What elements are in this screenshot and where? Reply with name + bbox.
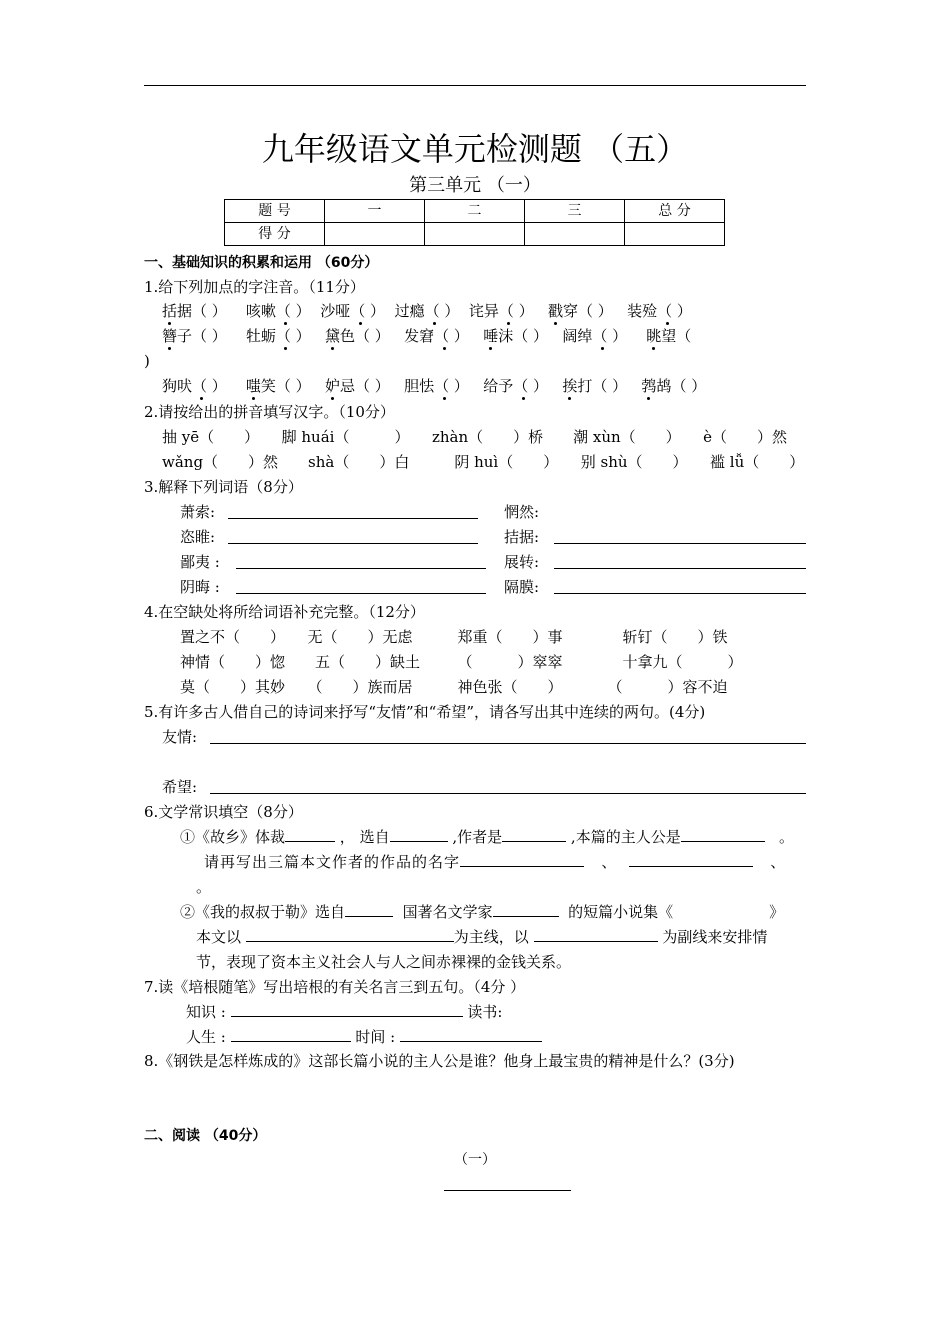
q3-answer-line[interactable] (236, 593, 486, 594)
q6-text: 国著名文学家 (402, 903, 493, 921)
q7-label: 知识 : (186, 1003, 226, 1021)
dotted-char: 绰（ ） (577, 327, 628, 345)
q6-text: ②《我的叔叔于勒》选自 (180, 903, 346, 921)
q7-label: 人生 : (186, 1028, 226, 1046)
q1-item-rest: 子（ ） (177, 327, 227, 345)
q6-text: 为主线，以 (453, 928, 529, 946)
q4-stem: 4.在空缺处将所给词语补充完整。（12分） (144, 603, 425, 621)
q3-term-left: 鄙夷 : (180, 553, 220, 571)
score-table-header-row (225, 200, 725, 223)
q1-item-rest: 发 (404, 327, 420, 345)
q2-line1: 抽 yē（ ） 脚 huái（ ） zhàn（ ）桥 潮 xùn（ ） è（ ）然 (162, 428, 788, 446)
q5-answer-line[interactable] (210, 743, 806, 744)
q1-row2-tail: ) (144, 352, 150, 370)
q1-stem: 1.给下列加点的字注音。（11分） (144, 278, 365, 296)
dotted-char: 窘（ ） (419, 327, 469, 345)
q6-text: 本文以 (196, 928, 242, 946)
q1-item-rest: 打（ ） (577, 377, 628, 395)
q1-item-rest: 咳 (245, 302, 261, 320)
q6-blank[interactable] (460, 852, 584, 867)
section2-heading: 二、阅读 （40分） (144, 1128, 267, 1144)
q6-text: 请再写出三篇本文作者的作品的名字 (204, 853, 461, 871)
q1-item-rest: 穿（ ） (563, 302, 613, 320)
q5-answer-line[interactable] (210, 793, 806, 794)
score-table-header-cell: 二 (425, 200, 525, 223)
q6-line4 (180, 902, 784, 922)
q1-item-rest: 笑（ ） (260, 377, 311, 395)
dotted-char: 戳 (548, 302, 564, 320)
score-table-row-label: 得 分 (225, 223, 325, 246)
q4-line1: 置之不（ ） 无（ ）无虑 郑重（ ）事 斩钉（ ）铁 (180, 628, 728, 646)
q6-blank[interactable] (246, 927, 454, 942)
dotted-char: 鹁 (641, 377, 657, 395)
q6-blank[interactable] (629, 852, 753, 867)
q6-line3: 。 (196, 878, 212, 896)
score-table-header-cell: 一 (325, 200, 425, 223)
q6-text: ， 选自 (339, 828, 390, 846)
q3-answer-line[interactable] (236, 568, 486, 569)
q6-text: 、 (770, 853, 787, 871)
q1-item-rest: 忌（ ） (340, 377, 390, 395)
q3-term-right: 惘然: (504, 503, 540, 521)
dotted-char: 嗽（ ） (260, 302, 311, 320)
q1-row1 (162, 301, 692, 321)
q2-stem: 2.请按给出的拼音填写汉字。（10分） (144, 403, 395, 421)
q1-item-rest: 鸪（ ） (656, 377, 707, 395)
score-table-header-cell: 题 号 (225, 200, 325, 223)
score-table-header-cell: 三 (525, 200, 625, 223)
q3-answer-line[interactable] (228, 543, 478, 544)
q6-text: 》 (769, 903, 785, 921)
q7-line2 (186, 1027, 542, 1047)
q3-answer-line[interactable] (554, 593, 806, 594)
q7-line1 (186, 1002, 502, 1022)
dotted-char: 嗤 (245, 377, 261, 395)
q6-text: ①《故乡》体裁 (180, 828, 286, 846)
q6-blank[interactable] (502, 827, 566, 842)
q1-item-rest: 诧 (468, 302, 484, 320)
q6-text: ,本篇的主人公是 (570, 828, 681, 846)
dotted-char: 唾 (483, 327, 499, 345)
q8-stem: 8.《钢铁是怎样炼成的》这部长篇小说的主人公是谁？他身上最宝贵的精神是什么？(3分) (144, 1052, 735, 1070)
q4-line3: 莫（ ）其妙 （ ）族而居 神色张（ ） （ ）容不迫 (180, 678, 728, 696)
dotted-char: 瘾（ ） (409, 302, 460, 320)
dotted-char: 眺 (646, 327, 662, 345)
score-table-score-row (225, 223, 725, 246)
q1-item-rest: 沫（ ） (498, 327, 548, 345)
q3-term-right: 展转: (504, 553, 540, 571)
q1-item-rest: 狗 (162, 377, 178, 395)
q5-label-friendship: 友情: (162, 728, 198, 746)
passage-title-line (444, 1190, 571, 1191)
q6-blank[interactable] (345, 902, 393, 917)
q6-line2 (204, 852, 786, 872)
q1-item-rest: 望（ (661, 327, 692, 345)
q6-line1 (180, 827, 794, 847)
q2-line2: wǎng（ ）然 shà（ ）白 阴 huì（ ） 别 shù（ ） 褴 lǚ（ ） (162, 453, 805, 471)
dotted-char: 挨 (562, 377, 578, 395)
dotted-char: 吠（ ） (177, 377, 227, 395)
score-cell[interactable] (525, 223, 625, 246)
section1-heading: 一、基础知识的积累和运用 （60分） (144, 255, 379, 271)
score-cell[interactable] (625, 223, 725, 246)
q7-blank[interactable] (400, 1027, 542, 1042)
score-table-header-cell: 总 分 (625, 200, 725, 223)
section2-subheading: （一） (454, 1152, 496, 1168)
q5-stem: 5.有许多古人借自己的诗词来抒写“友情”和“希望”，请各写出其中连续的两句。(4分) (144, 703, 706, 721)
q3-term-right: 隔膜: (504, 578, 540, 596)
score-cell[interactable] (325, 223, 425, 246)
q7-blank[interactable] (231, 1002, 463, 1017)
q7-label: 读书: (467, 1003, 503, 1021)
q6-text: 的短篇小说集《 (568, 903, 674, 921)
dotted-char: 哑（ ） (335, 302, 386, 320)
q5-label-hope: 希望: (162, 778, 198, 796)
score-table (224, 199, 725, 246)
dotted-char: 括 (162, 302, 178, 320)
dotted-char: 簪 (162, 327, 178, 345)
q1-item-rest: 过 (394, 302, 410, 320)
dotted-char: 妒 (324, 377, 340, 395)
q1-item-rest: 据（ ） (177, 302, 227, 320)
q1-item-rest: 沙 (320, 302, 336, 320)
top-rule (144, 85, 806, 86)
q1-row2 (162, 326, 691, 346)
q7-stem: 7.读《培根随笔》写出培根的有关名言三到五句。（4分 ） (144, 978, 526, 996)
q3-term-right: 拮据: (504, 528, 540, 546)
q1-item-rest: 给 (483, 377, 499, 395)
dotted-char: 怯（ ） (419, 377, 469, 395)
dotted-char: 黛 (324, 327, 340, 345)
q3-term-left: 萧索: (180, 503, 216, 521)
q6-stem: 6.文学常识填空（8分） (144, 803, 303, 821)
q7-label: 时间 : (355, 1028, 396, 1046)
q6-blank[interactable] (681, 827, 765, 842)
page-subtitle: 第三单元 （一） (409, 175, 541, 196)
q3-term-left: 阴晦 : (180, 578, 220, 596)
dotted-char: 蛎（ ） (260, 327, 311, 345)
q3-stem: 3.解释下列词语（8分） (144, 478, 303, 496)
q6-blank[interactable] (493, 902, 559, 917)
q3-answer-line[interactable] (554, 543, 806, 544)
q6-text: ,作者是 (452, 828, 503, 846)
q1-item-rest: 胆 (404, 377, 420, 395)
dotted-char: 予（ ） (498, 377, 548, 395)
q1-row3 (162, 376, 706, 396)
score-cell[interactable] (425, 223, 525, 246)
q1-item-rest: 牡 (245, 327, 261, 345)
q1-item-rest: 色（ ） (340, 327, 390, 345)
q6-blank[interactable] (534, 927, 658, 942)
q3-answer-line[interactable] (554, 568, 806, 569)
q1-item-rest: 装 (627, 302, 643, 320)
q4-line2: 神情（ ）惚 五（ ）缺土 （ ）窣窣 十拿九（ ） (180, 653, 743, 671)
q6-blank[interactable] (285, 827, 335, 842)
q6-line6: 节，表现了资本主义社会人与人之间赤裸裸的金钱关系。 (196, 953, 572, 971)
q6-text: 、 (601, 853, 618, 871)
q6-text: 为副线来安排情 (662, 928, 768, 946)
q3-term-left: 恣睢: (180, 528, 216, 546)
q3-answer-line[interactable] (228, 518, 478, 519)
q1-item-rest: 阔 (562, 327, 578, 345)
dotted-char: 殓（ ） (642, 302, 692, 320)
q6-blank[interactable] (390, 827, 448, 842)
page-title: 九年级语文单元检测题 （五） (261, 130, 689, 168)
dotted-char: 异（ ） (483, 302, 534, 320)
q7-blank[interactable] (231, 1027, 351, 1042)
q6-line5 (196, 927, 767, 947)
q6-text: 。 (779, 828, 795, 846)
